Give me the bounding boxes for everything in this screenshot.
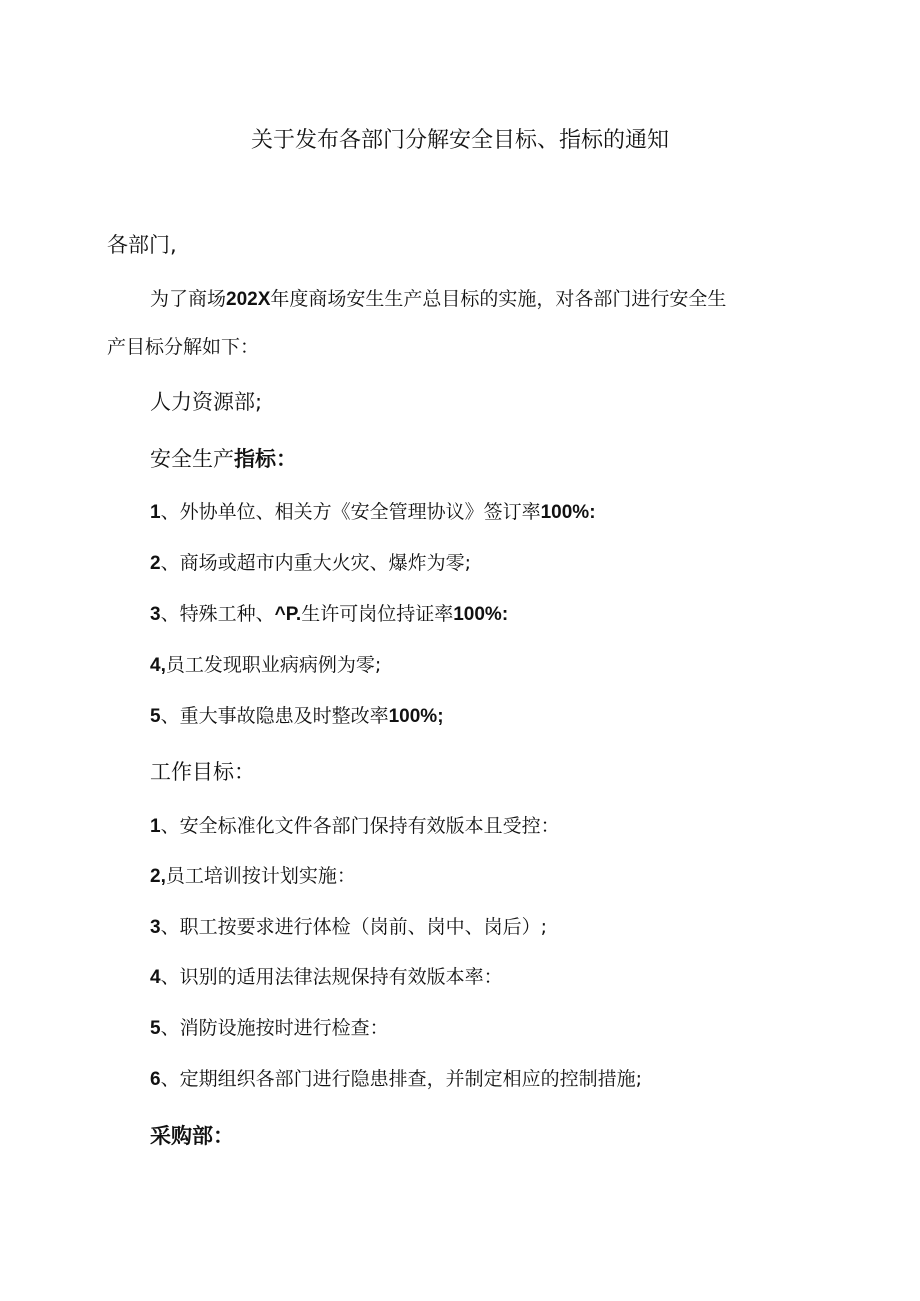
goal-text: 职工按要求进行体检（岗前、岗中、岗后）; <box>179 916 547 938</box>
indicators-heading <box>150 445 297 473</box>
goal-number: 3 <box>150 917 161 938</box>
indicator-sep: 、 <box>160 552 180 574</box>
indicator-tail: 100%: <box>540 502 596 523</box>
indicator-tail: 100%; <box>388 706 444 727</box>
goal-text: 消防设施按时进行检查： <box>179 1017 389 1039</box>
indicator-number: 1 <box>150 502 161 523</box>
goal-text: 识别的适用法律法规保持有效版本率： <box>179 966 503 988</box>
goal-item <box>150 964 503 991</box>
document-title: 关于发布各部门分解安全目标、指标的通知 <box>250 128 669 153</box>
indicator-item <box>150 499 596 526</box>
goal-number: 6 <box>150 1069 161 1090</box>
indicator-text: 重大事故隐患及时整改率 <box>179 705 389 727</box>
indicator-text-2: 生许可岗位持证率 <box>301 603 454 625</box>
indicator-sep: 、 <box>160 501 180 523</box>
indicator-item <box>150 703 444 730</box>
indicator-number: 5 <box>150 706 161 727</box>
goal-number: 4 <box>150 967 161 988</box>
goals-heading: 工作目标： <box>150 760 255 784</box>
dept-heading-hr: 人力资源部; <box>150 390 263 414</box>
indicator-text: 员工发现职业病病例为零; <box>165 654 382 676</box>
indicator-number: 2 <box>150 553 161 574</box>
goal-sep: 、 <box>160 1068 180 1090</box>
intro-text-b: 年度商场安生生产总目标的实施，对各部门进行安全生 <box>270 288 727 310</box>
indicator-mid: ^P. <box>274 604 302 625</box>
indicator-tail: 100%: <box>453 604 509 625</box>
indicators-heading-b: 指标： <box>234 447 297 471</box>
goal-item <box>150 1066 642 1093</box>
goal-item <box>150 863 356 890</box>
goal-item <box>150 914 547 941</box>
goal-text: 定期组织各部门进行隐患排查，并制定相应的控制措施; <box>179 1068 642 1090</box>
indicators-heading-a: 安全生产 <box>150 447 234 471</box>
indicator-sep: 、 <box>160 705 180 727</box>
goal-text: 安全标准化文件各部门保持有效版本且受控： <box>179 815 560 837</box>
indicator-text: 特殊工种、 <box>179 603 275 625</box>
intro-paragraph-line-1 <box>150 286 726 313</box>
intro-year: 202X <box>226 289 271 310</box>
goal-sep: 、 <box>160 916 180 938</box>
goal-item <box>150 1015 389 1042</box>
indicator-sep: 、 <box>160 603 180 625</box>
indicator-number: 3 <box>150 604 161 625</box>
indicator-item <box>150 652 381 679</box>
intro-text-a: 为了商场 <box>150 288 227 310</box>
salutation: 各部门, <box>107 233 177 257</box>
goal-number: 5 <box>150 1018 161 1039</box>
goal-sep: 、 <box>160 1017 180 1039</box>
goal-number: 1 <box>150 816 161 837</box>
goal-text: 员工培训按计划实施： <box>165 865 356 887</box>
indicator-item <box>150 550 471 577</box>
dept-heading-purchasing: 采购部： <box>150 1124 234 1148</box>
intro-paragraph-line-2: 产目标分解如下： <box>107 336 260 358</box>
goal-number: 2, <box>150 866 166 887</box>
goal-item <box>150 813 560 840</box>
indicator-text: 外协单位、相关方《安全管理协议》签订率 <box>179 501 541 523</box>
indicator-item <box>150 601 508 628</box>
goal-sep: 、 <box>160 966 180 988</box>
indicator-number: 4, <box>150 655 166 676</box>
goal-sep: 、 <box>160 815 180 837</box>
indicator-text: 商场或超市内重大火灾、爆炸为零; <box>179 552 471 574</box>
